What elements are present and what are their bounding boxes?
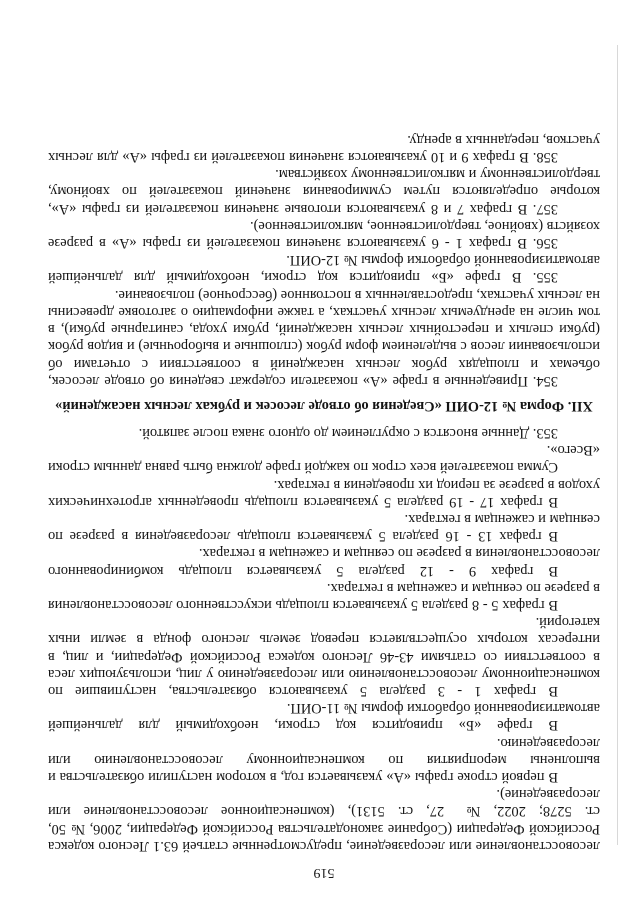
paragraph: В графах 9 - 12 раздела 5 указывается площадь комбинированного лесовосстановления в разрезе по сеянцам и саженцам в гектарах. [48,545,600,579]
section-heading: XII. Форма № 12-ОИП «Сведения об отводе лесосек и рубках лесных насаждений» [55,397,593,414]
paragraph: В первой строке графы «А» указывается год, в котором наступили обязательства и выполнены мероприятия по компенсационному лесовосстановлению или лесоразведению. [48,734,600,785]
paragraph: В графах 13 - 16 раздела 5 указывается площадь лесоразведения в разрезе по сеянцам и саженцам в гектарах. [48,510,600,545]
paragraph: 356. В графах 1 - 6 указываются значения показателей из графы «А» в разрезе хозяйств (хвойное, твердолиственное, мягколиственное). [48,217,600,252]
page-number: 519 [313,865,335,880]
paragraph: Сумма показателей всех строк по каждой графе должна быть равна данным строки «Всего». [47,442,600,476]
paragraph: В графах 17 - 19 раздела 5 указывается площадь проведенных агротехнических уходов в разрезе за период их проведения в гектарах. [48,476,600,510]
paragraph: 357. В графах 7 и 8 указываются итоговые значения показателей из графы «А», которые определяются путем суммирования значений показателей по хвойному, твердолиственному и мягколиственному хозяйствам. [48,166,600,217]
paragraph: 354. Приведенные в графе «А» показатели содержат сведения об отводе лесосек, объемах и площадях рубок лесных насаждений в соответствии с отчетами об использовании лесов с выделением форм рубок (сплошные и выборочные) и видов рубок (рубки спелых и перестойных лесных насаждений, рубки ухода, санитарные рубки), в том числе на арендуемых лесных участках, а также информацию о заготовке древесины на лесных участках, предоставленных в постоянное (бессрочное) пользование. [48,286,600,389]
scan-edge-line [617,45,618,845]
paragraph-list [48,131,600,854]
paragraph: лесовосстановление или лесоразведение, предусмотренные статьей 63.1 Лесного кодекса Российской Федерации (Собрание законодательства Российской Федерации, 2006, № 50, ст. 5278; 2022, № 27, ст. 5131), (компенсационное лесовосстановление или лесоразведение). [48,786,600,854]
paragraph: В графе «Б» приводится код строки, необходимый для дальнейшей автоматизированной обработки формы № 11-ОИП. [48,700,600,734]
paragraph: 355. В графе «Б» приводится код строки, необходимый для дальнейшей автоматизированной обработки формы № 12-ОИП. [48,252,600,286]
paragraph: 353. Данные вносятся с округлением до одного знака после запятой. [138,424,558,441]
paragraph: В графах 1 - 3 раздела 5 указываются обязательства, наступившие по компенсационному лесовосстановлению или лесоразведению у лиц, использующих леса в соответствии со статьями 43-46 Лесного кодекса Российской Федерации, и лиц, в интересах которых осуществляется перевод земель лесного фонда в земли иных категорий. [48,614,600,699]
paragraph: В графах 5 - 8 раздела 5 указывается площадь искусственного лесовосстановления в разрезе по сеянцам и саженцам в гектарах. [48,579,600,613]
paragraph: 358. В графах 9 и 10 указываются значения показателей из графы «А» для лесных участков, переданных в аренду. [48,131,600,166]
document-body [48,131,600,887]
